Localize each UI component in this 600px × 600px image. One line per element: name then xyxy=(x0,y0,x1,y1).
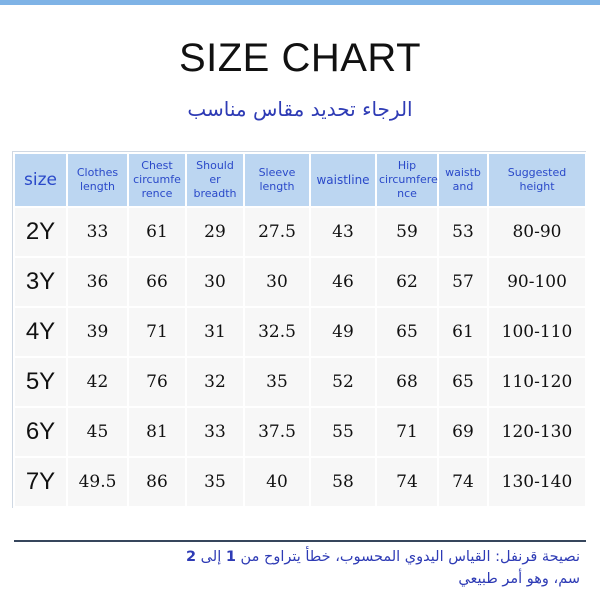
header-size: size xyxy=(14,153,67,207)
note-line-1 xyxy=(20,546,580,568)
header-clothes-length: Clothes length xyxy=(67,153,128,207)
header-suggested-height: Suggested height xyxy=(488,153,586,207)
cell-chest: 76 xyxy=(128,357,186,407)
cell-size: 2Y xyxy=(14,207,67,257)
cell-size: 6Y xyxy=(14,407,67,457)
cell-waistband: 65 xyxy=(438,357,488,407)
note-text-mid: إلى xyxy=(196,549,226,565)
cell-waistline: 52 xyxy=(310,357,376,407)
cell-clothes-length: 36 xyxy=(67,257,128,307)
cell-waistline: 43 xyxy=(310,207,376,257)
cell-clothes-length: 42 xyxy=(67,357,128,407)
table-header-row xyxy=(14,153,586,207)
cell-waistline: 55 xyxy=(310,407,376,457)
cell-waistband: 74 xyxy=(438,457,488,507)
cell-size: 7Y xyxy=(14,457,67,507)
cell-waistband: 61 xyxy=(438,307,488,357)
header-waistline: waistline xyxy=(310,153,376,207)
note-text: نصيحة قرنفل: القياس اليدوي المحسوب، خطأ يتراوح من xyxy=(235,549,580,565)
table-row xyxy=(14,407,586,457)
cell-shoulder: 31 xyxy=(186,307,244,357)
header-waistband: waistb and xyxy=(438,153,488,207)
cell-hip: 68 xyxy=(376,357,438,407)
header-chest: Chest circumfe rence xyxy=(128,153,186,207)
cell-hip: 71 xyxy=(376,407,438,457)
cell-waistline: 46 xyxy=(310,257,376,307)
cell-hip: 59 xyxy=(376,207,438,257)
cell-size: 3Y xyxy=(14,257,67,307)
table-row xyxy=(14,257,586,307)
size-chart-table xyxy=(13,152,587,508)
cell-shoulder: 32 xyxy=(186,357,244,407)
cell-sleeve: 40 xyxy=(244,457,310,507)
cell-chest: 81 xyxy=(128,407,186,457)
cell-chest: 86 xyxy=(128,457,186,507)
header-hip: Hip circumfere nce xyxy=(376,153,438,207)
cell-suggested-height: 110-120 xyxy=(488,357,586,407)
note-number-2: 2 xyxy=(185,549,197,565)
cell-sleeve: 27.5 xyxy=(244,207,310,257)
cell-suggested-height: 130-140 xyxy=(488,457,586,507)
cell-suggested-height: 120-130 xyxy=(488,407,586,457)
cell-sleeve: 32.5 xyxy=(244,307,310,357)
cell-hip: 65 xyxy=(376,307,438,357)
cell-waistband: 53 xyxy=(438,207,488,257)
cell-shoulder: 30 xyxy=(186,257,244,307)
cell-sleeve: 30 xyxy=(244,257,310,307)
table-row xyxy=(14,307,586,357)
page-title: SIZE CHART xyxy=(178,36,422,80)
cell-waistband: 57 xyxy=(438,257,488,307)
cell-clothes-length: 49.5 xyxy=(67,457,128,507)
note-number-1: 1 xyxy=(225,549,236,565)
cell-waistline: 49 xyxy=(310,307,376,357)
note-line-2: سم، وهو أمر طبيعي xyxy=(458,571,580,587)
cell-sleeve: 37.5 xyxy=(244,407,310,457)
cell-waistline: 58 xyxy=(310,457,376,507)
cell-shoulder: 33 xyxy=(186,407,244,457)
cell-waistband: 69 xyxy=(438,407,488,457)
cell-size: 5Y xyxy=(14,357,67,407)
measurement-note xyxy=(20,546,580,590)
cell-size: 4Y xyxy=(14,307,67,357)
cell-chest: 61 xyxy=(128,207,186,257)
table-row xyxy=(14,357,586,407)
cell-clothes-length: 33 xyxy=(67,207,128,257)
note-divider xyxy=(14,540,586,542)
table-row xyxy=(14,207,586,257)
top-accent-bar xyxy=(0,0,600,5)
page-subtitle: الرجاء تحديد مقاس مناسب xyxy=(187,97,413,121)
cell-clothes-length: 39 xyxy=(67,307,128,357)
cell-chest: 71 xyxy=(128,307,186,357)
cell-sleeve: 35 xyxy=(244,357,310,407)
cell-shoulder: 35 xyxy=(186,457,244,507)
cell-suggested-height: 100-110 xyxy=(488,307,586,357)
cell-chest: 66 xyxy=(128,257,186,307)
cell-hip: 62 xyxy=(376,257,438,307)
header-shoulder: Should er breadth xyxy=(186,153,244,207)
header-sleeve: Sleeve length xyxy=(244,153,310,207)
table-row xyxy=(14,457,586,507)
cell-shoulder: 29 xyxy=(186,207,244,257)
cell-hip: 74 xyxy=(376,457,438,507)
cell-suggested-height: 90-100 xyxy=(488,257,586,307)
cell-clothes-length: 45 xyxy=(67,407,128,457)
cell-suggested-height: 80-90 xyxy=(488,207,586,257)
